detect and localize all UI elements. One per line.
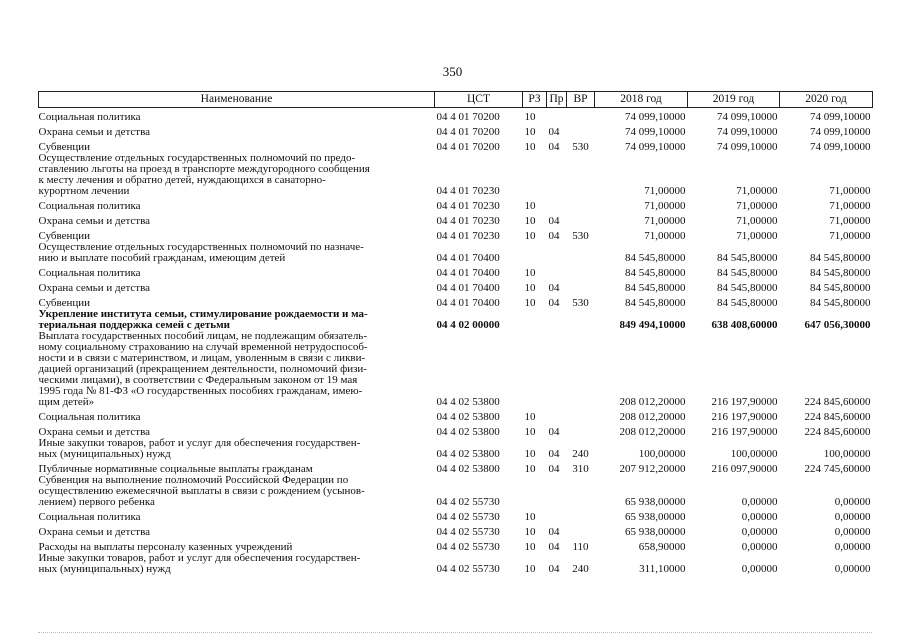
table-row	[39, 294, 873, 309]
table-row	[39, 242, 873, 264]
row-value-2018: 84 545,80000	[625, 252, 686, 264]
row-value-2020: 74 099,10000	[810, 111, 871, 123]
page-number: 350	[442, 64, 463, 79]
row-rz: 10	[524, 448, 536, 460]
row-value-2018: 658,90000	[638, 541, 686, 553]
row-name: Субвенции	[38, 141, 91, 153]
table-header-row	[39, 92, 873, 108]
row-name: Охрана семьи и детства	[38, 215, 151, 227]
row-pr	[547, 242, 567, 264]
row-value-2020: 71,00000	[829, 200, 871, 212]
row-value-2019: 216 197,90000	[711, 411, 778, 423]
row-name: Социальная политика	[38, 200, 141, 212]
table-row	[39, 197, 873, 212]
row-name: Субвенции	[38, 297, 91, 309]
row-value-2019: 84 545,80000	[717, 282, 778, 294]
row-value-2019: 84 545,80000	[717, 252, 778, 264]
row-vr: 530	[572, 141, 589, 153]
row-pr: 04	[548, 448, 560, 460]
row-name: Социальная политика	[38, 111, 141, 123]
row-rz	[523, 153, 547, 197]
row-rz: 10	[524, 126, 536, 138]
row-pr: 04	[548, 297, 560, 309]
row-pr: 04	[548, 563, 560, 575]
row-cst: 04 4 01 70400	[436, 252, 500, 264]
row-value-2020: 224 845,60000	[804, 396, 871, 408]
row-pr: 04	[548, 215, 560, 227]
row-vr: 240	[572, 563, 589, 575]
row-cst: 04 4 01 70230	[436, 215, 500, 227]
row-value-2018: 71,00000	[644, 185, 686, 197]
row-name: Осуществление отдельных государственных полномочий по предо- ставлению льготы на проезд в транспорте междугородного сообщения к месту лечения и обратно детей, нуждающихся в санаторно- курортном лечении	[38, 152, 370, 197]
row-name: Иные закупки товаров, работ и услуг для обеспечения государствен- ных (муниципальных) нужд	[38, 552, 361, 575]
row-name: Публичные нормативные социальные выплаты гражданам	[38, 463, 313, 475]
row-pr: 04	[548, 141, 560, 153]
row-name: Социальная политика	[38, 267, 141, 279]
row-value-2018: 71,00000	[644, 230, 686, 242]
row-rz: 10	[524, 215, 536, 227]
row-name: Выплата государственных пособий лицам, не подлежащим обязатель- ному социальному страхованию на случай временной нетрудоспособ- ности и в связи с материнством, и лицам, уволенным в связи с ликви- дацией организаций (прекращением деятельности, полномочий физи- ческими лицами), в соответствии с Федеральным законом от 19 мая 1995 года № 81-ФЗ «О государственных пособиях гражданам, имею- щим детей»	[38, 330, 368, 408]
row-cst: 04 4 02 55730	[436, 563, 500, 575]
row-vr	[567, 309, 595, 331]
row-name: Охрана семьи и детства	[38, 282, 151, 294]
row-value-2020: 84 545,80000	[810, 252, 871, 264]
row-value-2018: 100,00000	[638, 448, 686, 460]
row-value-2019: 71,00000	[736, 230, 778, 242]
row-vr	[567, 153, 595, 197]
row-value-2020: 74 099,10000	[810, 126, 871, 138]
row-name: Социальная политика	[38, 511, 141, 523]
table-row	[39, 553, 873, 575]
row-pr	[547, 508, 567, 523]
row-value-2020: 71,00000	[829, 215, 871, 227]
row-value-2019: 0,00000	[741, 563, 778, 575]
row-cst: 04 4 01 70230	[436, 230, 500, 242]
row-rz: 10	[524, 267, 536, 279]
row-value-2018: 311,10000	[639, 563, 686, 575]
header-2020: 2020 год	[780, 92, 873, 108]
row-cst: 04 4 02 55730	[436, 496, 500, 508]
row-pr	[547, 408, 567, 423]
row-value-2019: 74 099,10000	[717, 141, 778, 153]
table-body	[39, 108, 873, 576]
row-value-2018: 71,00000	[644, 215, 686, 227]
page-bottom-scan-marks	[38, 632, 872, 637]
table-row	[39, 538, 873, 553]
row-name: Субвенция на выполнение полномочий Российской Федерации по осуществлению ежемесячной выплаты в связи с рождением (усынов- лением) первого ребенка	[38, 474, 365, 508]
row-vr	[567, 408, 595, 423]
row-vr: 310	[572, 463, 589, 475]
row-value-2020: 71,00000	[829, 230, 871, 242]
row-vr	[567, 423, 595, 438]
row-value-2019: 0,00000	[741, 511, 778, 523]
row-value-2020: 0,00000	[834, 541, 871, 553]
row-value-2020: 71,00000	[829, 185, 871, 197]
table-row	[39, 423, 873, 438]
row-value-2020: 0,00000	[834, 563, 871, 575]
row-value-2018: 84 545,80000	[625, 297, 686, 309]
row-cst: 04 4 02 53800	[436, 396, 500, 408]
row-value-2020: 224 845,60000	[804, 411, 871, 423]
row-vr: 110	[572, 541, 589, 553]
row-value-2020: 0,00000	[834, 511, 871, 523]
row-cst: 04 4 01 70400	[436, 267, 500, 279]
row-pr: 04	[548, 541, 560, 553]
row-rz: 10	[524, 200, 536, 212]
header-2018: 2018 год	[595, 92, 688, 108]
row-name: Социальная политика	[38, 411, 141, 423]
row-value-2020: 0,00000	[834, 526, 871, 538]
row-pr: 04	[548, 230, 560, 242]
row-rz: 10	[524, 563, 536, 575]
row-value-2020: 224 845,60000	[804, 426, 871, 438]
row-rz: 10	[524, 463, 536, 475]
row-cst: 04 4 01 70200	[436, 111, 500, 123]
row-rz: 10	[524, 297, 536, 309]
row-cst: 04 4 01 70230	[436, 185, 500, 197]
row-value-2020: 100,00000	[823, 448, 871, 460]
budget-table	[38, 91, 873, 575]
row-value-2019: 216 097,90000	[711, 463, 778, 475]
row-vr	[567, 279, 595, 294]
row-value-2020: 0,00000	[834, 496, 871, 508]
row-pr	[547, 153, 567, 197]
row-value-2018: 74 099,10000	[625, 141, 686, 153]
row-value-2018: 84 545,80000	[625, 282, 686, 294]
row-name: Охрана семьи и детства	[38, 526, 151, 538]
row-rz: 10	[524, 411, 536, 423]
row-value-2020: 224 745,60000	[804, 463, 871, 475]
row-value-2019: 100,00000	[730, 448, 778, 460]
table-row	[39, 279, 873, 294]
row-value-2020: 84 545,80000	[810, 282, 871, 294]
row-pr	[547, 197, 567, 212]
header-rz: РЗ	[523, 92, 547, 108]
table-row	[39, 408, 873, 423]
row-rz: 10	[524, 282, 536, 294]
row-value-2019: 0,00000	[741, 496, 778, 508]
row-vr: 530	[572, 297, 589, 309]
row-vr: 240	[572, 448, 589, 460]
row-value-2018: 65 938,00000	[625, 511, 686, 523]
row-value-2019: 71,00000	[736, 185, 778, 197]
row-value-2019: 71,00000	[736, 215, 778, 227]
row-cst: 04 4 01 70400	[436, 297, 500, 309]
row-name: Расходы на выплаты персоналу казенных учреждений	[38, 541, 293, 553]
row-cst: 04 4 02 53800	[436, 463, 500, 475]
row-rz: 10	[524, 511, 536, 523]
table-row	[39, 138, 873, 153]
row-value-2018: 208 012,20000	[619, 396, 686, 408]
row-pr: 04	[548, 282, 560, 294]
row-value-2019: 74 099,10000	[717, 126, 778, 138]
row-vr	[567, 123, 595, 138]
row-rz: 10	[524, 111, 536, 123]
row-value-2018: 207 912,20000	[619, 463, 686, 475]
row-name: Иные закупки товаров, работ и услуг для обеспечения государствен- ных (муниципальных) нужд	[38, 437, 361, 460]
budget-table-container	[38, 91, 872, 575]
row-cst: 04 4 02 00000	[436, 319, 500, 331]
row-rz	[523, 242, 547, 264]
row-name: Укрепление института семьи, стимулирование рождаемости и ма- териальная поддержка семей с детьми	[38, 308, 368, 331]
row-pr	[547, 108, 567, 124]
row-rz: 10	[524, 141, 536, 153]
table-row	[39, 460, 873, 475]
row-cst: 04 4 01 70400	[436, 282, 500, 294]
row-cst: 04 4 02 53800	[436, 411, 500, 423]
row-name: Субвенции	[38, 230, 91, 242]
row-value-2018: 74 099,10000	[625, 126, 686, 138]
row-value-2019: 84 545,80000	[717, 267, 778, 279]
row-value-2019: 0,00000	[741, 541, 778, 553]
row-pr	[547, 475, 567, 508]
row-pr: 04	[548, 126, 560, 138]
row-value-2018: 74 099,10000	[625, 111, 686, 123]
row-value-2018: 71,00000	[644, 200, 686, 212]
row-rz: 10	[524, 541, 536, 553]
row-cst: 04 4 02 55730	[436, 541, 500, 553]
row-rz: 10	[524, 426, 536, 438]
row-value-2020: 84 545,80000	[810, 267, 871, 279]
row-pr: 04	[548, 426, 560, 438]
row-value-2019: 216 197,90000	[711, 396, 778, 408]
row-value-2020: 647 056,30000	[804, 319, 871, 331]
row-cst: 04 4 02 53800	[436, 448, 500, 460]
row-cst: 04 4 02 55730	[436, 511, 500, 523]
row-value-2019: 84 545,80000	[717, 297, 778, 309]
table-row	[39, 523, 873, 538]
row-vr	[567, 523, 595, 538]
table-row	[39, 309, 873, 331]
header-2019: 2019 год	[688, 92, 780, 108]
row-value-2018: 208 012,20000	[619, 411, 686, 423]
table-row	[39, 123, 873, 138]
row-pr	[547, 331, 567, 408]
row-vr	[567, 242, 595, 264]
row-value-2019: 0,00000	[741, 526, 778, 538]
table-row	[39, 508, 873, 523]
row-vr	[567, 508, 595, 523]
row-vr	[567, 108, 595, 124]
row-pr	[547, 264, 567, 279]
row-rz: 10	[524, 230, 536, 242]
row-name: Охрана семьи и детства	[38, 426, 151, 438]
row-value-2018: 65 938,00000	[625, 496, 686, 508]
row-value-2018: 65 938,00000	[625, 526, 686, 538]
row-vr	[567, 264, 595, 279]
row-value-2018: 84 545,80000	[625, 267, 686, 279]
row-value-2019: 71,00000	[736, 200, 778, 212]
table-row	[39, 227, 873, 242]
row-rz	[523, 309, 547, 331]
row-vr	[567, 475, 595, 508]
header-vr: ВР	[567, 92, 595, 108]
header-pr: Пр	[547, 92, 567, 108]
row-cst: 04 4 01 70200	[436, 126, 500, 138]
row-rz: 10	[524, 526, 536, 538]
header-cst: ЦСТ	[435, 92, 523, 108]
row-value-2020: 74 099,10000	[810, 141, 871, 153]
table-row	[39, 475, 873, 508]
row-value-2019: 216 197,90000	[711, 426, 778, 438]
table-row	[39, 264, 873, 279]
row-name: Охрана семьи и детства	[38, 126, 151, 138]
row-vr	[567, 197, 595, 212]
row-rz	[523, 331, 547, 408]
row-pr: 04	[548, 526, 560, 538]
row-cst: 04 4 01 70230	[436, 200, 500, 212]
row-cst: 04 4 02 55730	[436, 526, 500, 538]
row-name: Осуществление отдельных государственных полномочий по назначе- нию и выплате пособий гражданам, имеющим детей	[38, 241, 364, 264]
row-vr: 530	[572, 230, 589, 242]
row-value-2018: 849 494,10000	[619, 319, 686, 331]
row-cst: 04 4 02 53800	[436, 426, 500, 438]
table-row	[39, 438, 873, 460]
table-row	[39, 331, 873, 408]
row-cst: 04 4 01 70200	[436, 141, 500, 153]
row-vr	[567, 212, 595, 227]
table-row	[39, 108, 873, 124]
row-value-2018: 208 012,20000	[619, 426, 686, 438]
header-name: Наименование	[39, 92, 435, 108]
row-value-2019: 638 408,60000	[711, 319, 778, 331]
row-rz	[523, 475, 547, 508]
row-value-2019: 74 099,10000	[717, 111, 778, 123]
row-pr	[547, 309, 567, 331]
table-row	[39, 212, 873, 227]
row-vr	[567, 331, 595, 408]
table-row	[39, 153, 873, 197]
row-pr: 04	[548, 463, 560, 475]
row-value-2020: 84 545,80000	[810, 297, 871, 309]
